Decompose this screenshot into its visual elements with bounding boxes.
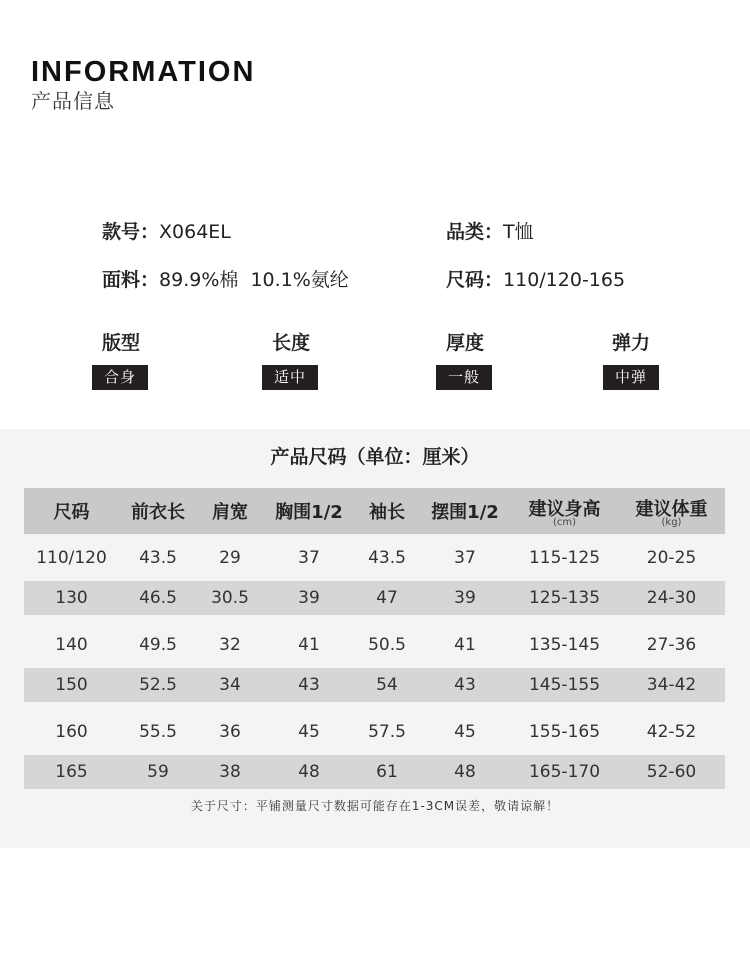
- table-cell: 59: [119, 755, 197, 789]
- attribute-title: 弹力: [612, 332, 651, 354]
- category-value: T恤: [503, 221, 534, 243]
- table-row: [24, 668, 725, 702]
- table-cell: 34: [197, 668, 263, 702]
- table-cell: 130: [24, 581, 119, 615]
- table-cell: 34-42: [618, 668, 725, 702]
- section-heading: [31, 56, 255, 114]
- heading-english: INFORMATION: [31, 56, 256, 88]
- table-cell: 41: [419, 621, 511, 668]
- attribute-title: 厚度: [446, 332, 485, 354]
- table-cell: 39: [419, 581, 511, 615]
- table-cell: 48: [419, 755, 511, 789]
- attribute-value-badge: 中弹: [603, 365, 659, 390]
- sizes-label: 尺码：: [446, 269, 504, 291]
- attribute-length: [262, 330, 382, 390]
- table-row: [24, 581, 725, 615]
- table-cell: 36: [197, 708, 263, 755]
- header-front-length: 前衣长: [119, 488, 197, 534]
- table-cell: 42-52: [618, 708, 725, 755]
- table-cell: 48: [263, 755, 355, 789]
- table-cell: 49.5: [119, 621, 197, 668]
- table-cell: 45: [263, 708, 355, 755]
- style-number-label: 款号：: [102, 221, 160, 243]
- attribute-title: 长度: [272, 332, 311, 354]
- table-cell: 46.5: [119, 581, 197, 615]
- attribute-value-badge: 一般: [436, 365, 492, 390]
- heading-chinese: 产品信息: [31, 89, 115, 113]
- table-cell: 54: [355, 668, 419, 702]
- attribute-value-badge: 适中: [262, 365, 318, 390]
- table-cell: 52.5: [119, 668, 197, 702]
- category-label: 品类：: [446, 221, 504, 243]
- table-cell: 155-165: [511, 708, 618, 755]
- table-row: [24, 621, 725, 668]
- size-chart-panel: [0, 429, 750, 848]
- header-height: [511, 488, 618, 534]
- table-cell: 61: [355, 755, 419, 789]
- header-half-hem: 摆围1/2: [419, 488, 511, 534]
- table-row: [24, 755, 725, 789]
- table-cell: 20-25: [618, 534, 725, 581]
- table-row: [24, 708, 725, 755]
- header-size: 尺码: [24, 488, 119, 534]
- sizes-value: 110/120-165: [503, 269, 626, 291]
- size-chart-title: 产品尺码（单位：厘米）: [270, 446, 480, 468]
- header-sleeve: 袖长: [355, 488, 419, 534]
- table-cell: 43: [419, 668, 511, 702]
- table-cell: 41: [263, 621, 355, 668]
- size-table: [24, 488, 725, 789]
- style-number-value: X064EL: [159, 221, 231, 243]
- table-cell: 47: [355, 581, 419, 615]
- table-cell: 160: [24, 708, 119, 755]
- table-cell: 57.5: [355, 708, 419, 755]
- header-height-label: 建议身高: [528, 499, 601, 520]
- table-cell: 165-170: [511, 755, 618, 789]
- table-cell: 55.5: [119, 708, 197, 755]
- table-cell: 45: [419, 708, 511, 755]
- table-cell: 115-125: [511, 534, 618, 581]
- size-table-header-row: [24, 488, 725, 534]
- info-sizes: [446, 267, 625, 293]
- table-cell: 150: [24, 668, 119, 702]
- attribute-elasticity: [603, 330, 723, 390]
- table-cell: 29: [197, 534, 263, 581]
- header-height-unit: (cm): [552, 517, 577, 528]
- attribute-fit: [92, 330, 212, 390]
- info-fabric: [102, 267, 349, 293]
- info-category: [446, 219, 534, 245]
- attribute-thickness: [436, 330, 556, 390]
- info-style-number: [102, 219, 231, 245]
- table-cell: 110/120: [24, 534, 119, 581]
- table-cell: 43.5: [355, 534, 419, 581]
- attribute-value-badge: 合身: [92, 365, 148, 390]
- header-half-chest: 胸围1/2: [263, 488, 355, 534]
- table-cell: 135-145: [511, 621, 618, 668]
- header-weight: [618, 488, 725, 534]
- table-cell: 140: [24, 621, 119, 668]
- table-cell: 37: [419, 534, 511, 581]
- fabric-value: 89.9%棉 10.1%氨纶: [159, 269, 349, 291]
- table-cell: 52-60: [618, 755, 725, 789]
- table-cell: 125-135: [511, 581, 618, 615]
- table-cell: 24-30: [618, 581, 725, 615]
- table-cell: 32: [197, 621, 263, 668]
- table-cell: 50.5: [355, 621, 419, 668]
- table-cell: 39: [263, 581, 355, 615]
- table-cell: 38: [197, 755, 263, 789]
- table-cell: 27-36: [618, 621, 725, 668]
- fabric-label: 面料：: [102, 269, 160, 291]
- table-cell: 30.5: [197, 581, 263, 615]
- measurement-note: 关于尺寸：平铺测量尺寸数据可能存在1-3CM误差，敬请谅解！: [190, 799, 560, 813]
- table-cell: 43.5: [119, 534, 197, 581]
- table-row: [24, 534, 725, 581]
- table-cell: 145-155: [511, 668, 618, 702]
- attribute-title: 版型: [102, 332, 141, 354]
- header-shoulder: 肩宽: [197, 488, 263, 534]
- table-cell: 43: [263, 668, 355, 702]
- table-cell: 37: [263, 534, 355, 581]
- table-cell: 165: [24, 755, 119, 789]
- header-weight-unit: (kg): [661, 517, 682, 528]
- header-weight-label: 建议体重: [635, 499, 708, 520]
